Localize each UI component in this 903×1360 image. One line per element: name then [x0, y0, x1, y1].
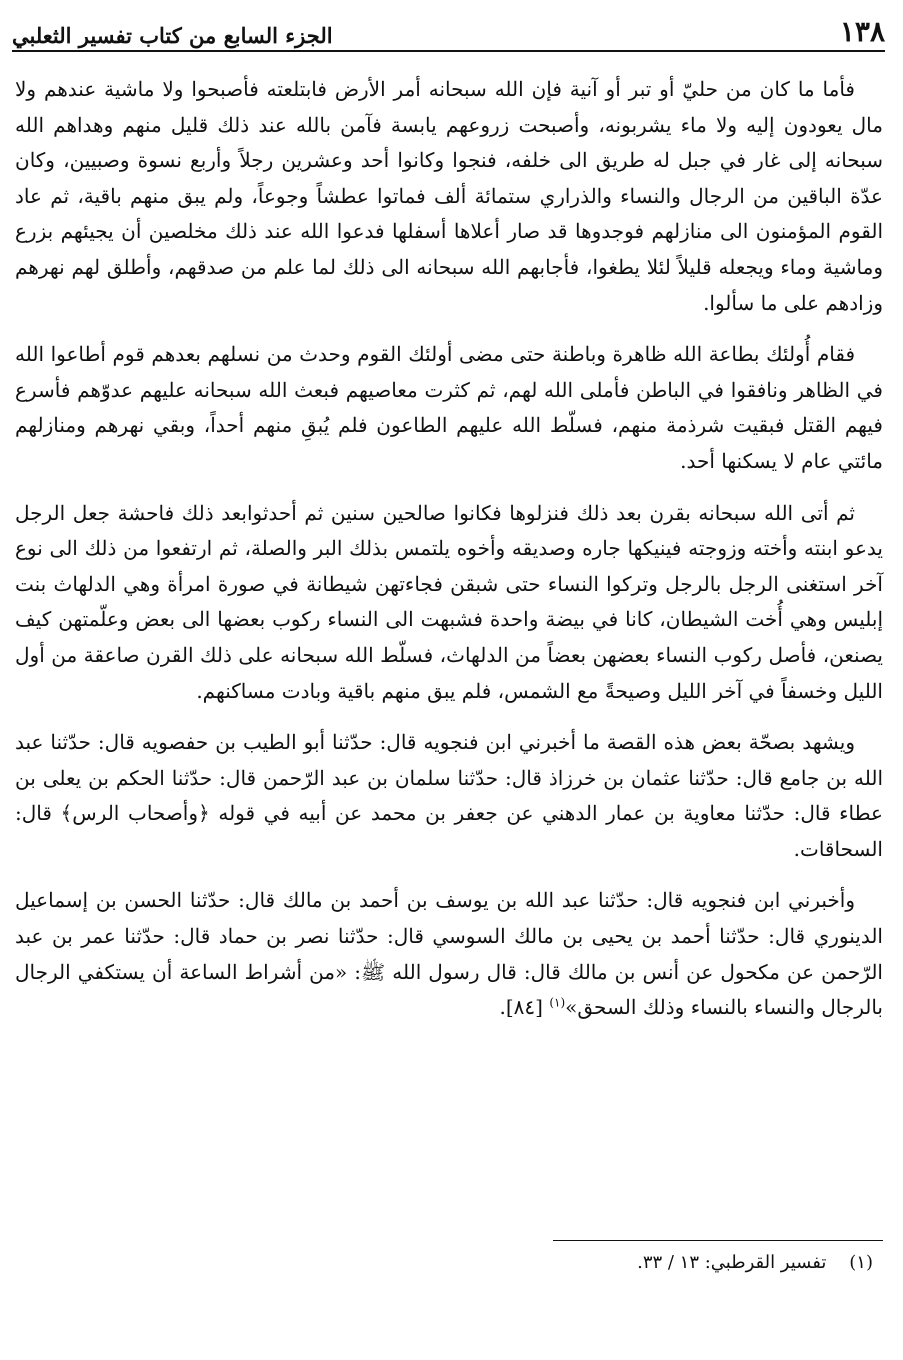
footnote-number: (١)	[849, 1252, 873, 1273]
paragraph-3: ثم أتى الله سبحانه بقرن بعد ذلك فنزلوها فكانوا صالحين سنين ثم أحدثوابعد ذلك فاحشة جعل الرجل يدعو ابنته وأخته وزوجته فينيكها جاره وصديقه وأخوه يلتمس بذلك البر والصلة، ثم ارتفعوا من ذلك الى نوع آخر استغنى الرجل بالرجل وتركوا النساء حتى شبقن فجاءتهن شيطانة في صورة امرأة وهي الدلهاث بنت إبليس وهي أُخت الشيطان، كانا في بيضة واحدة فشبهت الى النساء ركوب بعضها الى بعض وعلّمتهن كيف يصنعن، فأصل ركوب النساء بعضهن بعضاً من الدلهاث، فسلّط الله سبحانه على ذلك القرن صاعقة من أول الليل وخسفاً في آخر الليل وصيحةً مع الشمس، فلم يبق منهم باقية وبادت مساكنهم.	[15, 500, 883, 703]
paragraph-2: فقام أُولئك بطاعة الله ظاهرة وباطنة حتى مضى أولئك القوم وحدث من نسلهم بعدهم قوم أطاعوا الله في الظاهر ونافقوا في الباطن فأملى الله لهم، ثم كثرت معاصيهم فبعث الله سبحانه عليهم عدوّهم فأسرع فيهم القتل فبقيت شرذمة منهم، فسلّط الله عليهم الطاعون فلم يُبقِ منهم أحداً، وبقي نهرهم ومنازلهم مائتي عام لا يسكنها أحد.	[15, 342, 883, 473]
running-title: الجزء السابع من كتاب تفسير الثعلبي	[12, 23, 333, 48]
page-number: ١٣٨	[839, 15, 885, 48]
paragraph-5-text: وأخبرني ابن فنجويه قال: حدّثنا عبد الله بن يوسف بن أحمد بن مالك قال: حدّثنا الحسن بن إسماعيل الدينوري قال: حدّثنا أحمد بن يحيى بن مالك السوسي قال: حدّثنا نصر بن حماد قال: حدّثنا عمر بن عبد الرّحمن عن مكحول عن أنس بن مالك قال: قال رسول الله ﷺ: «من أشراط الساعة أن يستكفي الرجال بالرجال والنساء بالنساء وذلك السحق»	[15, 888, 883, 1020]
paragraph-5	[15, 883, 883, 1025]
paragraph-5-end: [٨٤].	[499, 995, 550, 1020]
footnote-reference[interactable]: (١)	[549, 995, 566, 1010]
main-text	[15, 72, 883, 1026]
footnote-divider	[553, 1240, 883, 1241]
paragraph-1: فأما ما كان من حليّ أو تبر أو آنية فإن الله سبحانه أمر الأرض فابتلعته فأصبحوا ولا ماشية عندهم ولا مال يعودون إليه ولا ماء يشربونه، وأصبحت زروعهم يابسة فآمن بالله عند ذلك قليل منهم وهداهم الله سبحانه إلى غار في جبل له طريق الى خلفه، فنجوا وكانوا أحد وعشرين رجلاً وأربع نسوة وصبيين، وكان عدّة الباقين من الرجال والنساء والذراري ستمائة ألف فماتوا عطشاً وجوعاً، ولم يبق منهم باقية، ثم عاد القوم المؤمنون الى منازلهم فوجدوها قد صار أعلاها أسفلها فدعوا الله عند ذلك مخلصين أن يجيئهم بزرع وماشية وماء ويجعله قليلاً لئلا يطغوا، فأجابهم الله سبحانه الى ذلك لما علم من صدقهم، وأطلق لهم نهرهم وزادهم على ما سألوا.	[15, 77, 883, 315]
page-header	[12, 14, 885, 52]
footnote-text: تفسير القرطبي: ١٣ / ٣٣.	[637, 1252, 827, 1273]
footnote	[637, 1248, 873, 1278]
paragraph-4: ويشهد بصحّة بعض هذه القصة ما أخبرني ابن فنجويه قال: حدّثنا أبو الطيب بن حفصويه قال: حدّثنا عبد الله بن جامع قال: حدّثنا عثمان بن خرزاذ قال: حدّثنا سلمان بن عبد الرّحمن قال: حدّثنا الحكم بن يعلى بن عطاء قال: حدّثنا معاوية بن عمار الدهني عن جعفر بن محمد عن أبيه في قوله ﴿وأصحاب الرس﴾ قال: السحاقات.	[15, 730, 883, 861]
